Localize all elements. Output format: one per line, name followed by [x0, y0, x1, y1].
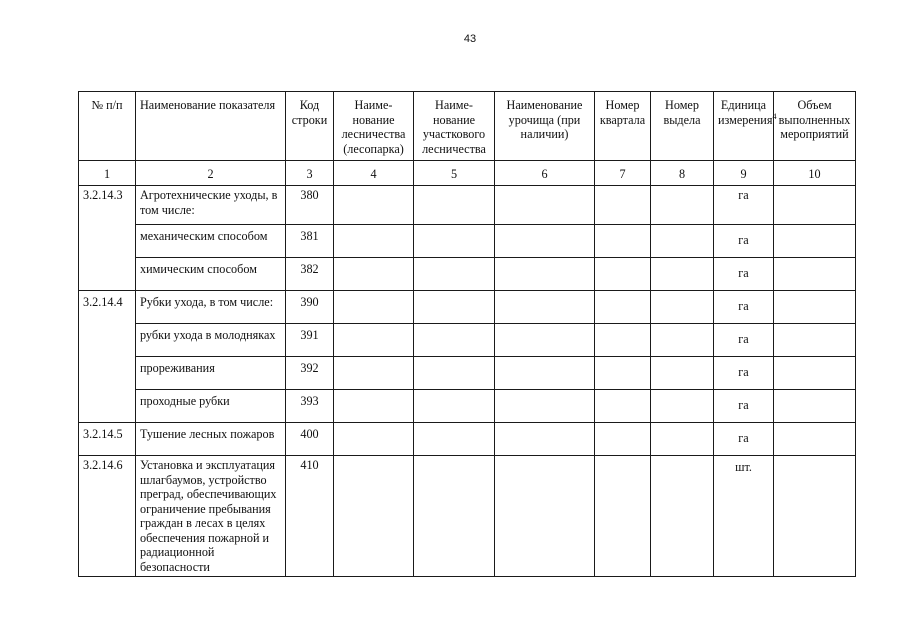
column-number-row — [79, 161, 856, 186]
item-number: 3.2.14.5 — [79, 423, 136, 456]
empty-cell — [595, 291, 651, 324]
empty-cell — [774, 423, 856, 456]
empty-cell — [414, 390, 495, 423]
empty-cell — [774, 186, 856, 225]
empty-cell — [414, 225, 495, 258]
header-quarter-number: Номер квартала — [595, 92, 651, 161]
indicator-name: Установка и эксплуатация шлагбаумов, устройство преград, обеспечивающих ограничение пребывания граждан в лесах в целях обеспечения пожарной и радиационной безопасности — [136, 456, 286, 577]
header-district-forestry: Наиме- нование участкового лесничества — [414, 92, 495, 161]
column-number: 2 — [136, 161, 286, 186]
empty-cell — [334, 186, 414, 225]
empty-cell — [334, 456, 414, 577]
empty-cell — [595, 186, 651, 225]
column-number: 7 — [595, 161, 651, 186]
item-number: 3.2.14.6 — [79, 456, 136, 577]
column-number: 3 — [286, 161, 334, 186]
table-row — [79, 258, 856, 291]
unit: га — [714, 186, 774, 225]
empty-cell — [334, 225, 414, 258]
table-row — [79, 291, 856, 324]
unit: га — [714, 357, 774, 390]
empty-cell — [334, 324, 414, 357]
column-number: 9 — [714, 161, 774, 186]
empty-cell — [495, 357, 595, 390]
footnote-marker: 4 — [772, 111, 777, 121]
column-number: 10 — [774, 161, 856, 186]
unit: га — [714, 390, 774, 423]
row-code: 380 — [286, 186, 334, 225]
column-number: 6 — [495, 161, 595, 186]
table-row — [79, 423, 856, 456]
indicator-name: Тушение лесных пожаров — [136, 423, 286, 456]
row-code: 400 — [286, 423, 334, 456]
empty-cell — [651, 456, 714, 577]
indicator-name: механическим способом — [136, 225, 286, 258]
empty-cell — [595, 423, 651, 456]
header-unit-label: Единица измерения — [718, 98, 773, 127]
item-number: 3.2.14.4 — [79, 291, 136, 423]
empty-cell — [774, 390, 856, 423]
empty-cell — [595, 225, 651, 258]
empty-cell — [495, 291, 595, 324]
header-tract: Наименование урочища (при наличии) — [495, 92, 595, 161]
empty-cell — [414, 456, 495, 577]
empty-cell — [651, 291, 714, 324]
indicator-name: Рубки ухода, в том числе: — [136, 291, 286, 324]
column-number: 4 — [334, 161, 414, 186]
empty-cell — [414, 291, 495, 324]
indicator-name: химическим способом — [136, 258, 286, 291]
empty-cell — [414, 423, 495, 456]
empty-cell — [334, 423, 414, 456]
header-row — [79, 92, 856, 161]
empty-cell — [334, 258, 414, 291]
indicator-name: прореживания — [136, 357, 286, 390]
column-number: 1 — [79, 161, 136, 186]
empty-cell — [774, 456, 856, 577]
empty-cell — [495, 225, 595, 258]
table-row — [79, 324, 856, 357]
empty-cell — [651, 357, 714, 390]
row-code: 381 — [286, 225, 334, 258]
header-volume: Объем выполненных мероприятий — [774, 92, 856, 161]
column-number: 5 — [414, 161, 495, 186]
empty-cell — [334, 390, 414, 423]
header-row-code: Код строки — [286, 92, 334, 161]
column-number: 8 — [651, 161, 714, 186]
empty-cell — [651, 186, 714, 225]
empty-cell — [334, 291, 414, 324]
header-plot-number: Номер выдела — [651, 92, 714, 161]
empty-cell — [651, 390, 714, 423]
empty-cell — [414, 324, 495, 357]
table-row — [79, 357, 856, 390]
empty-cell — [651, 225, 714, 258]
empty-cell — [495, 456, 595, 577]
item-number: 3.2.14.3 — [79, 186, 136, 291]
empty-cell — [595, 258, 651, 291]
empty-cell — [595, 357, 651, 390]
table-row — [79, 186, 856, 225]
unit: га — [714, 258, 774, 291]
unit: га — [714, 225, 774, 258]
header-indicator-name: Наименование показателя — [136, 92, 286, 161]
row-code: 393 — [286, 390, 334, 423]
table-row — [79, 456, 856, 577]
row-code: 410 — [286, 456, 334, 577]
row-code: 392 — [286, 357, 334, 390]
page-number: 43 — [463, 33, 477, 45]
empty-cell — [595, 456, 651, 577]
empty-cell — [774, 258, 856, 291]
row-code: 391 — [286, 324, 334, 357]
empty-cell — [774, 225, 856, 258]
unit: га — [714, 423, 774, 456]
row-code: 390 — [286, 291, 334, 324]
empty-cell — [495, 390, 595, 423]
empty-cell — [495, 324, 595, 357]
empty-cell — [414, 258, 495, 291]
empty-cell — [495, 423, 595, 456]
indicator-name: Агротехнические уходы, в том числе: — [136, 186, 286, 225]
header-number: № п/п — [79, 92, 136, 161]
indicator-name: рубки ухода в молодняках — [136, 324, 286, 357]
empty-cell — [651, 258, 714, 291]
empty-cell — [651, 423, 714, 456]
empty-cell — [651, 324, 714, 357]
empty-cell — [414, 186, 495, 225]
empty-cell — [774, 291, 856, 324]
empty-cell — [774, 324, 856, 357]
unit: га — [714, 324, 774, 357]
row-code: 382 — [286, 258, 334, 291]
header-forestry: Наиме- нование лесничества (лесопарка) — [334, 92, 414, 161]
empty-cell — [495, 258, 595, 291]
empty-cell — [414, 357, 495, 390]
empty-cell — [334, 357, 414, 390]
header-unit — [714, 92, 777, 161]
empty-cell — [595, 324, 651, 357]
table-row — [79, 390, 856, 423]
indicator-name: проходные рубки — [136, 390, 286, 423]
empty-cell — [495, 186, 595, 225]
report-table — [78, 91, 856, 577]
unit: шт. — [714, 456, 774, 577]
empty-cell — [595, 390, 651, 423]
table-row — [79, 225, 856, 258]
empty-cell — [774, 357, 856, 390]
unit: га — [714, 291, 774, 324]
